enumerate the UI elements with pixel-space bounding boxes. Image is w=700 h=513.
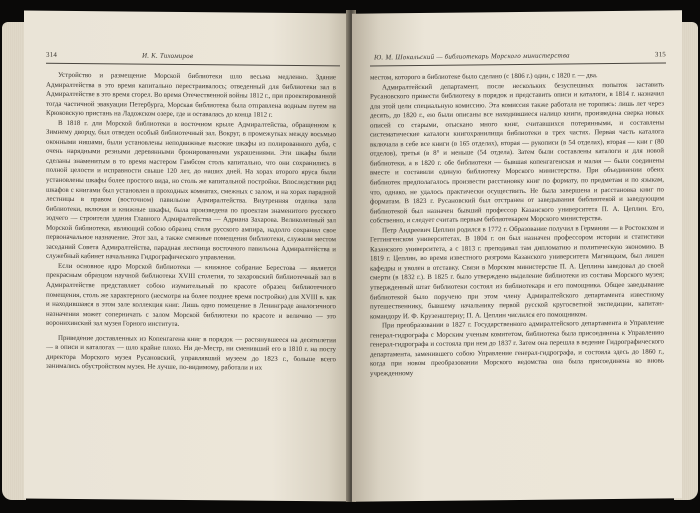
right-paragraph-4: При преобразовании в 1827 г. Государственного адмиралтейского департамента в Управление генерал-гидрографа с Морским ученым комитетом, библиотека была присоединена к Управлению генерал-гидрографа и состояла при нем до 1837 г. Затем она перешла в ведение Гидрографического департамента, заменившего собою Управление генерал-гидрографа, и состояла здесь до 1860 г., когда при новом преобразовании Морского ведомства она была присоединена ко вновь учрежденному xyxy=(370,319,664,378)
right-paragraph-2: Адмиралтейский департамент, после нескольких безуспешных попыток заставить Русановского привести библиотеку в порядок и представить описи и каталоги, в 1814 г. назначил для этой цели специальную комиссию. Эта комиссия также работала не торопясь: лишь лет через десять, до 1820 г., ею были описаны все находившиеся налицо книги, произведена сверка новых описей со старыми, отыскано много книг, считавшихся потерянными, и составлены систематические каталоги книгохранилища библиотеки в трех частях. Первая часть каталога включала в себе все книги (в 165 отделах), вторая — рукописи (в 54 отделах), вторая — кни г (80 отделов), третья (в 8° и меньше (54 отдела). Затем были составлены каталоги и для новой библиотеки, а в 1820 г. обе библиотеки — бывшая копенгагенская и малая — были соединены вместе и составили единую библиотеку Морского министерства. При объединении обеих библиотек предполагалось произвести расстановку книг по формату, по предметам и по языкам, что, однако, не удалось практически осуществить. Не была завершена и расстановка книг по форматам. В 1823 г. Русановский был отстранен от заведывания библиотекой и заведующим библиотекой был назначен бывший профессор Казанского университета П. А. Цеплин. Его, собственно, и следует считать первым библиотекарем Морского министерства. xyxy=(370,81,664,225)
right-running-head xyxy=(370,50,666,62)
left-running-title: И. К. Тихомиров xyxy=(142,51,194,61)
right-body-text xyxy=(370,70,664,379)
left-paragraph-3: Если основное ядро Морской библиотеки — книжное собрание Берестова — является прекрасным образцом научной библиотеки XVIII столетия, то захаровский библиотечный зал в Адмиралтействе представляет собою изумительный по красоте образец библиотечного помещения, столь же характерного (несмотря на более позднее время постройки) для XVIII в. как и находившаяся в этом зале коллекция книг. Лишь одно помещение в Ленинграде аналогичного назначения может соперничать с залом Морской библиотеки по красоте и величию — это воронихинский зал музея Горного института. xyxy=(46,262,336,329)
right-page xyxy=(352,10,682,501)
left-header-rule xyxy=(46,63,340,67)
left-page-stack xyxy=(2,22,26,500)
left-paragraph-2: В 1818 г. для Морской библиотеки в восточном крыле Адмиралтейства, обращенном к Зимнему дворцу, был отведен особый библиотечный зал. Вокруг, в промежутках между восьмью оконными нишами, были установлены неподвижные высокие шкафы из полированного дуба, с очень нарядными резными деревянными бронированными украшениями. Эти шкафы были сделаны знаменитым в то время мастером Гамбсом столь капитально, что они сохранились в полной целости и исправности свыше 120 лет, до наших дней. На хорах второго яруса были установлены шкафы более простого вида, но столь же капитальной постройки. Впоследствии ряд шкафов с книгами был установлен в проходных комнатах, смежных с залом, и на хорах парадной лестницы в правом (восточном) павильоне Адмиралтейства. Внутренняя отделка зала библиотеки, включая и книжные шкафы, была произведена по проектам знаменитого русского зодчего — строителя здания Главного Адмиралтейства — Адриана Захарова. Великолепный зал Морской библиотеки, являющий собою образец стиля русского ампира, надолго сохранил свое первоначальное назначение. Этот зал, а также смежные помещения библиотеки, служили местом заседаний Совета Адмиралтейства, парадная лестница восточного павильона Адмиралтейства и служебный кабинет начальника Гидрографического управления. xyxy=(46,119,336,262)
right-paragraph-3: Петр Андреевич Цеплин родился в 1772 г. Образование получил в Германии — в Ростокском и Геттингенском университетах. В 1804 г. он был назначен профессором истории и статистики Казанского университета, а с 1813 г. преподавал там дипломатию и политическую экономию. В 1819 г. Цеплин, во время известного разгрома Казанского университета Магницким, был лишен кафедры и уволен в отставку. Связи в Морском министерстве П. А. Цеплина заведовал до своей смерти (в 1832 г.). В 1825 г. было утверждено выделение библиотеки из состава Морского музея; утвержденный штат библиотеки состоял из библиотекаря и его помощника. Общее заведывание библиотекой было поручено при этом члену Адмиралтейского департамента известному путешественнику, бывшему начальнику первой русской кругосветной экспедиции, капитан-командору И. Ф. Крузенштерну; П. А. Цеплин числился его помощником. xyxy=(370,224,664,321)
left-body-text xyxy=(46,71,336,374)
left-paragraph-4: Приведение доставленных из Копенгагена книг в порядок — растянувшееся на десятилетия — в описи и каталогах — шло крайне плохо. Ни де-Местр, ни сменивший его в 1810 г. на посту директора Морского музея Русановский, управлявший музеем до 1823 г., больше всего занимались обустройством музея. Не лучше, по-видимому, работали и их xyxy=(46,334,336,373)
right-running-title: Ю. М. Шокальский — библиотекарь Морского министерства xyxy=(374,51,570,62)
left-page-number: 314 xyxy=(46,50,58,59)
left-page xyxy=(24,11,354,502)
right-paragraph-1: местом, которого в библиотеке было сделано (с 1806 г.) один, с 1820 г. — два. xyxy=(370,72,598,82)
right-page-number: 315 xyxy=(654,50,666,59)
right-header-rule xyxy=(370,62,666,66)
left-running-head xyxy=(46,50,340,61)
left-paragraph-1: Устройство и размещение Морской библиотеки шло весьма медленно. Здание Адмиралтейства в это время капитально перестраивалось; отведенный для библиотеки зал в Адмиралтействе в это время сгорел. Во время Отечественной войны 1812 г., при проектированной тогда частичной эвакуации Петербурга, Морская библиотека была отправлена водным путем на Крюковскую пристань на Ладожском озере, где и оставалась до конца 1812 г. xyxy=(46,71,336,119)
